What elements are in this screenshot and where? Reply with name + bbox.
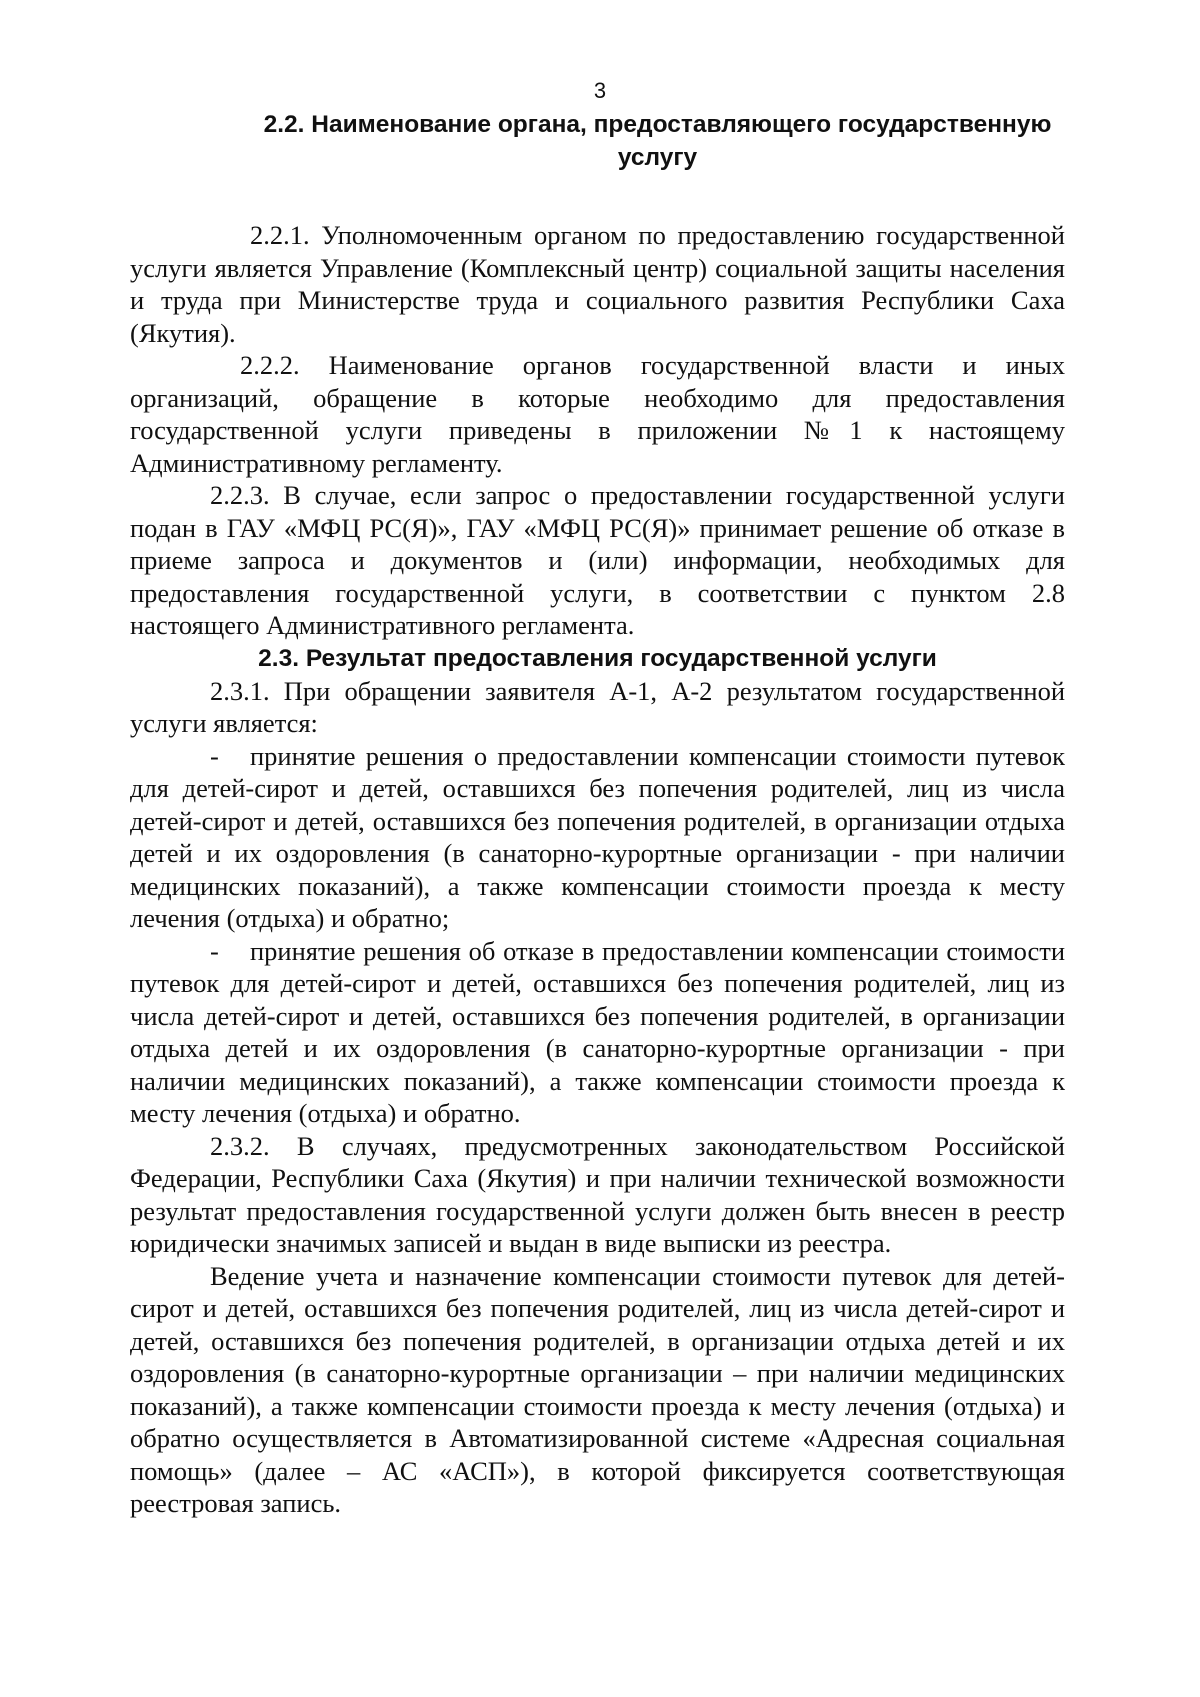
section-2-2-heading: 2.2. Наименование органа, предоставляющего государственную услугу (263, 111, 1052, 171)
paragraph-2-2-3: 2.2.3. В случае, если запрос о предоставлении государственной услуги подан в ГАУ «МФЦ РС(Я)», ГАУ «МФЦ РС(Я)» принимает решение об отказе в приеме запроса и документов и (или) информации, необходимых для предоставления государственной услуги, в соответствии с пунктом 2.8 настоящего Административного регламента. (130, 480, 1065, 640)
paragraph-2-2-1: 2.2.1. Уполномоченным органом по предоставлению государственной услуги является Управление (Комплексный центр) социальной защиты населения и труда при Министерстве труда и социального развития Республики Саха (Якутия). (130, 220, 1065, 348)
list-dash: - (210, 935, 219, 966)
list-dash: - (210, 740, 219, 771)
paragraph-2-3-1: 2.3.1. При обращении заявителя А-1, А-2 результатом государственной услуги является: (130, 675, 1065, 738)
section-2-3-heading: 2.3. Результат предоставления государственной услуги (258, 644, 937, 672)
list-item-text: принятие решения об отказе в предоставлении компенсации стоимости путевок для детей-сирот и детей, оставшихся без попечения родителей, лиц из числа детей-сирот и детей, оставшихся без попечения родителей, в организации отдыха детей и их оздоровления (в санаторно-курортные организации - при наличии медицинских показаний), а также компенсации стоимости проезда к месту лечения (отдыха) и обратно. (130, 935, 1065, 1128)
paragraph-accounting: Ведение учета и назначение компенсации стоимости путевок для детей-сирот и детей, оставшихся без попечения родителей, лиц из числа детей-сирот и детей, оставшихся без попечения родителей, в организации отдыха детей и их оздоровления (в санаторно-курортные организации – при наличии медицинских показаний), а также компенсации стоимости проезда к месту лечения (отдыха) и обратно осуществляется в Автоматизированной системе «Адресная социальная помощь» (далее – АС «АСП»), в которой фиксируется соответствующая реестровая запись. (130, 1260, 1065, 1518)
paragraph-2-3-2: 2.3.2. В случаях, предусмотренных законодательством Российской Федерации, Республики Саха (Якутия) и при наличии технической возможности результат предоставления государственной услуги должен быть внесен в реестр юридически значимых записей и выдан в виде выписки из реестра. (130, 1130, 1065, 1258)
paragraph-2-2-2: 2.2.2. Наименование органов государственной власти и иных организаций, обращение в которые необходимо для предоставления государственной услуги приведены в приложении №1 к настоящему Административному регламенту. (130, 350, 1065, 478)
page-number: 3 (593, 78, 607, 103)
list-item-decision-refuse (130, 935, 1065, 1130)
list-item-text: принятие решения о предоставлении компенсации стоимости путевок для детей-сирот и детей, оставшихся без попечения родителей, лиц из числа детей-сирот и детей, оставшихся без попечения родителей, в организации отдыха детей и их оздоровления (в санаторно-курортные организации - при наличии медицинских показаний), а также компенсации стоимости проезда к месту лечения (отдыха) и обратно; (130, 740, 1065, 933)
list-item-decision-grant (130, 740, 1065, 935)
document-body (130, 108, 1065, 1520)
